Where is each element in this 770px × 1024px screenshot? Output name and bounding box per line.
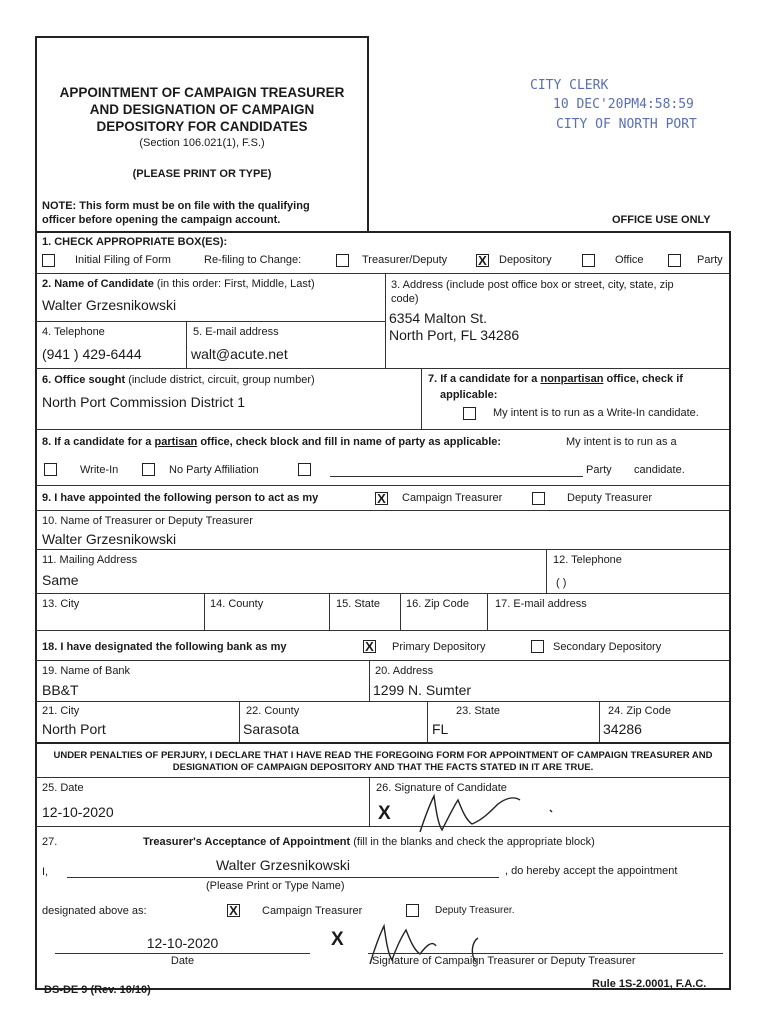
rule — [427, 701, 428, 742]
acceptance-date-label: Date — [170, 955, 195, 967]
section21-label: 21. City — [42, 705, 80, 717]
rule — [36, 742, 730, 744]
section18-label: 18. I have designated the following bank as my — [42, 641, 287, 653]
rule-reference: Rule 1S-2.0001, F.A.C. — [592, 978, 707, 990]
party-name-checkbox[interactable] — [298, 463, 311, 476]
email-field[interactable]: walt@acute.net — [191, 346, 288, 362]
rule — [67, 877, 499, 878]
section2-label: 2. Name of Candidate (in this order: First, Middle, Last) — [42, 278, 315, 290]
party-label: Party — [697, 254, 723, 266]
rule — [36, 777, 729, 778]
campaign-treasurer-checkbox[interactable]: X — [375, 492, 388, 505]
section4-label: 4. Telephone — [42, 326, 105, 338]
party-name-field[interactable] — [330, 476, 583, 477]
primary-depository-checkbox[interactable]: X — [363, 640, 376, 653]
section27-number: 27. — [42, 836, 58, 848]
section9-label: 9. I have appointed the following person to act as my — [42, 492, 319, 504]
candidate-address-field[interactable]: 6354 Malton St. North Port, FL 34286 — [389, 310, 520, 343]
rule — [36, 549, 729, 550]
rule — [599, 701, 600, 742]
section5-label: 5. E-mail address — [193, 326, 279, 338]
section11-label: 11. Mailing Address — [42, 554, 138, 566]
designated-label: designated above as: — [42, 905, 147, 917]
treasurer-signature-x-mark: X — [331, 929, 344, 950]
form-title: APPOINTMENT OF CAMPAIGN TREASURER AND DESIGNATION OF CAMPAIGN DEPOSITORY FOR CANDIDATES — [59, 85, 345, 134]
section1-label: 1. CHECK APPROPRIATE BOX(ES): — [42, 236, 228, 248]
stamp-line2: 10 DEC'20PM4:58:59 — [553, 97, 694, 112]
office-label: Office — [615, 254, 644, 266]
candidate-signature — [410, 790, 610, 836]
npa-checkbox[interactable] — [142, 463, 155, 476]
rule — [36, 510, 729, 511]
form-number: DS-DE 9 (Rev. 10/10) — [44, 984, 151, 996]
depository-label: Depository — [499, 254, 552, 266]
section26-label: 26. Signature of Candidate — [376, 782, 507, 794]
party-suffix: Party — [586, 464, 612, 476]
rule — [546, 549, 547, 593]
treasurer-telephone-field[interactable]: ( ) — [556, 577, 567, 589]
telephone-field[interactable]: (941 ) 429-6444 — [42, 346, 142, 362]
initial-filing-label: Initial Filing of Form — [75, 254, 171, 266]
acceptance-date-field[interactable]: 12-10-2020 — [146, 935, 219, 951]
section24-label: 24. Zip Code — [608, 705, 671, 717]
initial-filing-checkbox[interactable] — [42, 254, 55, 267]
acceptance-name-field[interactable]: Walter Grzesnikowski — [215, 857, 351, 873]
rule — [36, 368, 729, 369]
stamp-line1: CITY CLERK — [530, 78, 609, 93]
section12-label: 12. Telephone — [553, 554, 622, 566]
treasurer-deputy-checkbox[interactable] — [336, 254, 349, 267]
nonpartisan-writein-checkbox[interactable] — [463, 407, 476, 420]
rule — [369, 660, 370, 701]
treasurer-signature-label: Signature of Campaign Treasurer or Deputy Treasurer — [372, 955, 636, 967]
section8-intent: My intent is to run as a — [566, 436, 677, 448]
npa-label: No Party Affiliation — [169, 464, 259, 476]
section13-label: 13. City — [42, 598, 80, 610]
i-label: I, — [42, 866, 49, 878]
header-box-top — [35, 36, 368, 38]
section16-label: 16. Zip Code — [406, 598, 469, 610]
section6-label: 6. Office sought (include district, circuit, group number) — [42, 374, 315, 386]
section23-label: 23. State — [456, 705, 501, 717]
bank-county-field[interactable]: Sarasota — [243, 721, 300, 737]
deputy-treasurer-checkbox[interactable] — [532, 492, 545, 505]
section14-label: 14. County — [210, 598, 264, 610]
rule — [36, 660, 729, 661]
campaign-treasurer-label: Campaign Treasurer — [402, 492, 503, 504]
secondary-depository-checkbox[interactable] — [531, 640, 544, 653]
partisan-writein-label: Write-In — [80, 464, 119, 476]
accept-campaign-treasurer-checkbox[interactable]: X — [227, 904, 240, 917]
mailing-address-field[interactable]: Same — [42, 572, 79, 588]
candidate-suffix: candidate. — [634, 464, 685, 476]
stamp-line3: CITY OF NORTH PORT — [556, 117, 697, 132]
rule — [36, 593, 729, 594]
treasurer-name-field[interactable]: Walter Grzesnikowski — [42, 531, 177, 547]
secondary-depository-label: Secondary Depository — [553, 641, 662, 653]
rule — [487, 593, 488, 630]
section8-label: 8. If a candidate for a partisan office, check block and fill in name of party as applicable: — [42, 436, 502, 448]
primary-depository-label: Primary Depository — [392, 641, 486, 653]
rule — [55, 953, 310, 954]
rule — [36, 429, 729, 430]
section19-label: 19. Name of Bank — [42, 665, 131, 677]
refiling-label: Re-filing to Change: — [204, 254, 302, 266]
bank-city-field[interactable]: North Port — [42, 721, 106, 737]
accept-deputy-treasurer-checkbox[interactable] — [406, 904, 419, 917]
partisan-writein-checkbox[interactable] — [44, 463, 57, 476]
section20-label: 20. Address — [375, 665, 434, 677]
office-checkbox[interactable] — [582, 254, 595, 267]
section22-label: 22. County — [246, 705, 300, 717]
rule — [329, 593, 330, 630]
office-use-label: OFFICE USE ONLY — [612, 214, 711, 226]
form-border-right — [729, 232, 731, 990]
rule — [421, 368, 422, 429]
section15-label: 15. State — [336, 598, 381, 610]
rule — [36, 826, 729, 827]
perjury-statement: UNDER PENALTIES OF PERJURY, I DECLARE THAT I HAVE READ THE FOREGOING FORM FOR APPOINTMENT OF CAMPAIGN TREASURER AND DESIGNATION OF CAMPAIGN DEPOSITORY AND THAT THE FACTS STATED IN IT ARE TRUE. — [53, 750, 713, 773]
print-name-label: (Please Print or Type Name) — [206, 880, 345, 892]
rule — [400, 593, 401, 630]
section7-applicable: applicable: — [440, 389, 498, 401]
rule — [36, 485, 729, 486]
rule — [36, 630, 729, 631]
rule — [186, 321, 187, 368]
divider — [35, 231, 731, 233]
print-instruction: (PLEASE PRINT OR TYPE) — [132, 168, 272, 180]
deputy-treasurer-label: Deputy Treasurer — [567, 492, 652, 504]
bank-name-field[interactable]: BB&T — [42, 682, 79, 698]
office-sought-field[interactable]: North Port Commission District 1 — [42, 394, 246, 410]
section3-label: 3. Address (include post office box or street, city, state, zip code) — [391, 279, 674, 305]
rule — [368, 953, 723, 954]
rule — [36, 273, 729, 274]
section7-label: 7. If a candidate for a nonpartisan office, check if — [428, 373, 683, 385]
section10-label: 10. Name of Treasurer or Deputy Treasurer — [42, 515, 253, 527]
rule — [239, 701, 240, 742]
rule — [369, 777, 370, 826]
accept-deputy-treasurer-label: Deputy Treasurer. — [435, 905, 515, 916]
rule — [204, 593, 205, 630]
rule — [385, 273, 386, 368]
accept-text: , do hereby accept the appointment — [505, 865, 678, 877]
note: NOTE: This form must be on file with the qualifying officer before opening the campaign account. — [42, 200, 310, 226]
candidate-date-field[interactable]: 12-10-2020 — [42, 804, 114, 820]
section25-label: 25. Date — [42, 782, 84, 794]
header-box-right — [367, 36, 369, 232]
rule — [36, 321, 385, 322]
signature-x-mark: X — [378, 803, 391, 824]
rule — [36, 701, 729, 702]
treasurer-deputy-label: Treasurer/Deputy — [362, 254, 448, 266]
accept-campaign-treasurer-label: Campaign Treasurer — [262, 905, 363, 917]
nonpartisan-writein-label: My intent is to run as a Write-In candidate. — [493, 407, 699, 419]
bank-state-field[interactable]: FL — [432, 721, 449, 737]
candidate-name-field[interactable]: Walter Grzesnikowski — [42, 297, 177, 313]
bank-zip-field[interactable]: 34286 — [603, 721, 642, 737]
section17-label: 17. E-mail address — [495, 598, 587, 610]
bank-address-field[interactable]: 1299 N. Sumter — [373, 682, 472, 698]
depository-checkbox[interactable]: X — [476, 254, 489, 267]
statute-reference: (Section 106.021(1), F.S.) — [139, 137, 265, 149]
party-checkbox[interactable] — [668, 254, 681, 267]
form-border-left — [35, 36, 37, 990]
section27-title: Treasurer's Acceptance of Appointment (fill in the blanks and check the appropriate block) — [143, 836, 595, 848]
